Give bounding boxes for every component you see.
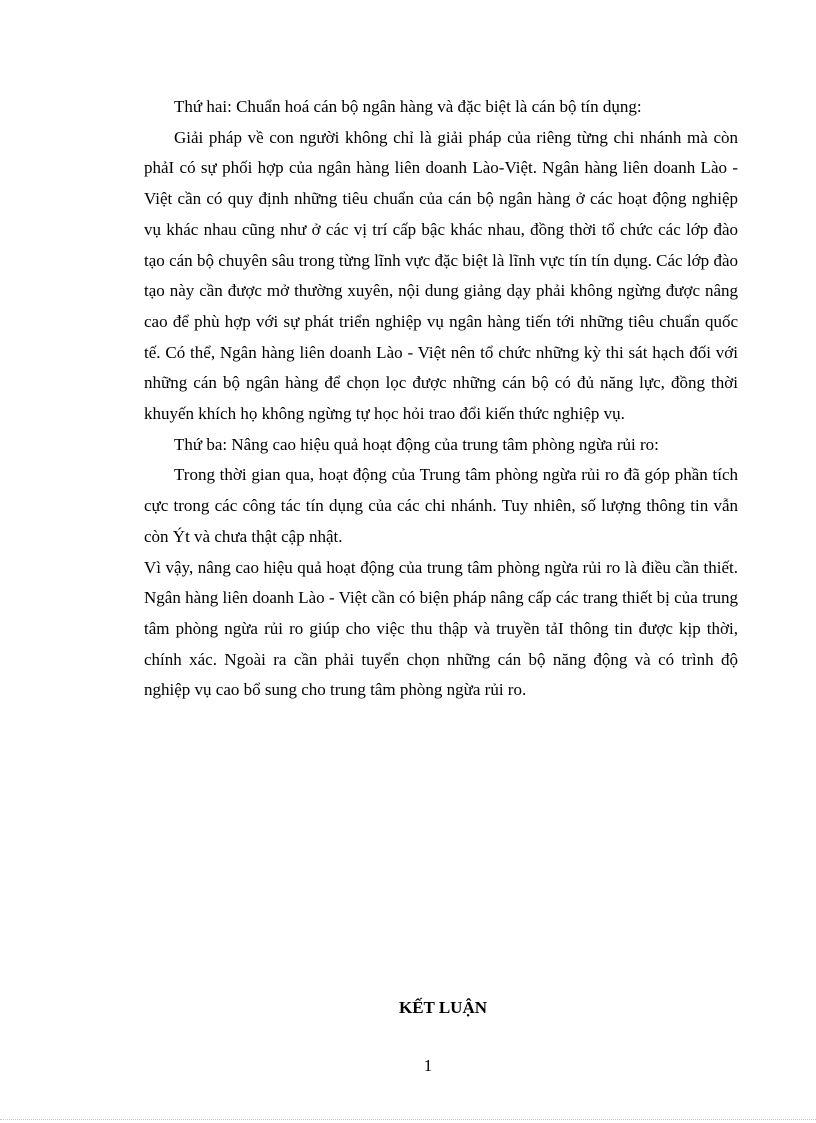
paragraph-risk-center-improvement: Vì vậy, nâng cao hiệu quả hoạt động của trung tâm phòng ngừa rủi ro là điều cần thiết. Ngân hàng liên doanh Lào - Việt cần có biện pháp nâng cấp các trang thiết bị của trung tâm phòng ngừa rủi ro giúp cho việc thu thập và truyền tảI thông tin được kịp thời, chính xác. Ngoài ra cần phải tuyển chọn những cán bộ năng động và có trình độ nghiệp vụ cao bổ sung cho trung tâm phòng ngừa rủi ro. bbox=[144, 557, 738, 700]
paragraph-risk-center-status: Trong thời gian qua, hoạt động của Trung tâm phòng ngừa rủi ro đã góp phần tích cực trong các công tác tín dụng của các chi nhánh. Tuy nhiên, số lượng thông tin vẫn còn Ýt và chưa thật cập nhật. bbox=[144, 465, 738, 546]
paragraph-heading-third-solution: Thứ ba: Nâng cao hiệu quả hoạt động của trung tâm phòng ngừa rủi ro: bbox=[174, 434, 659, 454]
paragraph-heading-second-solution: Thứ hai: Chuẩn hoá cán bộ ngân hàng và đặc biệt là cán bộ tín dụng: bbox=[174, 97, 642, 116]
paragraph-human-resources: Giải pháp về con người không chỉ là giải pháp của riêng từng chi nhánh mà còn phảI có sự phối hợp của ngân hàng liên doanh Lào-Việt. Ngân hàng liên doanh Lào - Việt cần có quy định những tiêu chuẩn của cán bộ ngân hàng ở các hoạt động nghiệp vụ khác nhau cũng như ở các vị trí cấp bậc khác nhau, đồng thời tổ chức các lớp đào tạo cán bộ chuyên sâu trong từng lĩnh vực đặc biệt là lĩnh vực tín tín dụng. Các lớp đào tạo này cần được mở thường xuyên, nội dung giảng dạy phải không ngừng được nâng cao để phù hợp với sự phát triển nghiệp vụ ngân hàng tiến tới những tiêu chuẩn quốc tế. Có thể, Ngân hàng liên doanh Lào - Việt nên tổ chức những kỳ thi sát hạch đối với những cán bộ ngân hàng để chọn lọc được những cán bộ có đủ năng lực, đồng thời khuyến khích họ không ngừng tự học hỏi trao đổi kiến thức nghiệp vụ. bbox=[144, 127, 738, 424]
page-bottom-divider bbox=[0, 1119, 816, 1120]
conclusion-heading: KẾT LUẬN bbox=[398, 998, 487, 1017]
page-number: 1 bbox=[423, 1056, 433, 1075]
document-body bbox=[144, 92, 738, 706]
